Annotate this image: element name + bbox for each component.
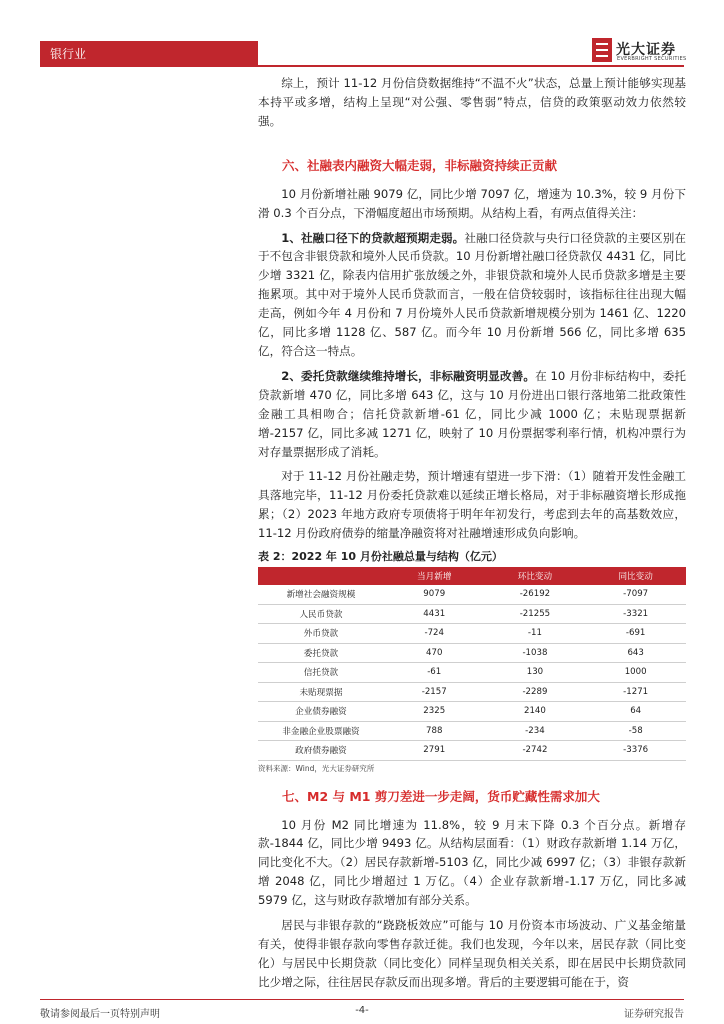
row-label: 企业债券融资 xyxy=(258,702,384,722)
point-1-heading: 1、社融口径下的贷款超预期走弱。 xyxy=(281,230,465,245)
table-row xyxy=(258,702,686,722)
row-label: 人民币贷款 xyxy=(258,604,384,624)
section-7-title: 七、M2 与 M1 剪刀差进一步走阔，货币贮藏性需求加大 xyxy=(282,788,600,804)
cell-monthly: 9079 xyxy=(384,585,485,604)
row-label: 政府债券融资 xyxy=(258,741,384,761)
table-header-blank xyxy=(258,567,384,585)
cell-mom: -2289 xyxy=(485,682,586,702)
cell-yoy: 1000 xyxy=(585,663,686,683)
cell-monthly: 470 xyxy=(384,643,485,663)
point-2-heading: 2、委托贷款继续维持增长，非标融资明显改善。 xyxy=(281,368,536,383)
table-row xyxy=(258,604,686,624)
paragraph-social-financing: 10 月份新增社融 9079 亿，同比少增 7097 亿，增速为 10.3%，较 9 月份下滑 0.3 个百分点，下滑幅度超出市场预期。从结构上看，有两点值得关注： xyxy=(258,186,686,220)
paragraph-seesaw: 居民与非银存款的“跷跷板效应”可能与 10 月份资本市场波动、广义基金缩量有关，使得非银存款向零售存款迁徙。我们也发现，今年以来，居民存款（同比变化）与居民中长期贷款（同比变化）同样呈现负相关关系，即在居民中长期贷款同比少增之际，往往居民存款反而出现多增。背后的主要逻辑可能在于，资 xyxy=(258,918,686,989)
main-content xyxy=(258,74,686,998)
table-title: 表 2：2022 年 10 月份社融总量与结构（亿元） xyxy=(258,550,503,564)
cell-mom: -2742 xyxy=(485,741,586,761)
paragraph-summary: 综上，预计 11-12 月份信贷数据维持“不温不火”状态，总量上预计能够实现基本持平或多增，结构上呈现“对公强、零售弱”特点，信贷的政策驱动效力依然较强。 xyxy=(258,76,686,128)
cell-mom: 2140 xyxy=(485,702,586,722)
row-label: 非金融企业股票融资 xyxy=(258,721,384,741)
cell-yoy: -3376 xyxy=(585,741,686,761)
cell-mom: -1038 xyxy=(485,643,586,663)
row-label: 外币贷款 xyxy=(258,624,384,644)
cell-monthly: 788 xyxy=(384,721,485,741)
row-label: 信托贷款 xyxy=(258,663,384,683)
row-label: 未贴现票据 xyxy=(258,682,384,702)
footer-disclaimer: 敬请参阅最后一页特别声明 xyxy=(40,1009,160,1020)
footer-report-type: 证券研究报告 xyxy=(624,1009,684,1020)
header-tag xyxy=(40,41,258,65)
table-header-yoy: 同比变动 xyxy=(585,567,686,585)
table-row xyxy=(258,741,686,761)
paragraph-point-2 xyxy=(258,367,686,462)
cell-yoy: -1271 xyxy=(585,682,686,702)
cell-monthly: 4431 xyxy=(384,604,485,624)
section-6-title: 六、社融表内融资大幅走弱，非标融资持续正贡献 xyxy=(282,157,558,173)
logo-name-en: EVERBRIGHT SECURITIES xyxy=(617,56,687,62)
cell-yoy: -58 xyxy=(585,721,686,741)
cell-monthly: 2325 xyxy=(384,702,485,722)
table-source: 资料来源：Wind，光大证券研究所 xyxy=(258,763,375,773)
logo-mark-icon xyxy=(592,38,612,62)
cell-monthly: -61 xyxy=(384,663,485,683)
paragraph-m2: 10 月份 M2 同比增速为 11.8%，较 9 月末下降 0.3 个百分点。新增存款-1844 亿，同比少增 9493 亿。从结构层面看：（1）财政存款新增 1.14 万亿，同比变化不大。（2）居民存款新增-5103 亿，同比少减 6997 亿；（3）非银存款新增 2048 亿，同比少增超过 1 万亿。（4）企业存款新增-1.17 万亿，同比多减 5979 亿，这与财政存款增加有部分关系。 xyxy=(258,817,686,908)
footer-divider xyxy=(40,999,684,1000)
paragraph-point-1 xyxy=(258,229,686,361)
industry-label: 银行业 xyxy=(50,47,87,61)
page-number: -4- xyxy=(355,1005,369,1016)
table-row xyxy=(258,624,686,644)
cell-mom: -11 xyxy=(485,624,586,644)
company-logo xyxy=(592,38,692,64)
paragraph-outlook: 对于 11-12 月份社融走势，预计增速有望进一步下滑：（1）随着开发性金融工具落地完毕，11-12 月份委托贷款难以延续正增长格局，对于非标融资增长形成拖累；（2）2023 年地方政府专项债将于明年年初发行，考虑到去年的高基数效应，11-12 月份政府债券的缩量净融资将对社融增速形成负向影响。 xyxy=(258,469,686,541)
cell-monthly: 2791 xyxy=(384,741,485,761)
table-row xyxy=(258,643,686,663)
cell-yoy: 64 xyxy=(585,702,686,722)
cell-mom: -234 xyxy=(485,721,586,741)
social-financing-table xyxy=(258,567,686,761)
point-1-body: 社融口径贷款与央行口径贷款的主要区别在于不包含非银贷款和境外人民币贷款。10 月份新增社融口径贷款仅 4431 亿，同比少增 3321 亿，除表内信用扩张放缓之外，非银贷款和境外人民币贷款多增是主要拖累项。其中对于境外人民币贷款而言，一般在信贷较弱时，该指标往往出现大幅走高，例如今年 4 月份和 7 月份境外人民币贷款新增规模分别为 1461 亿、1220 亿，同比多增 1128 亿、587 亿。而今年 10 月份新增 566 亿，同比多增 635 亿，符合这一特点。 xyxy=(258,230,686,358)
cell-yoy: -7097 xyxy=(585,585,686,604)
cell-yoy: -3321 xyxy=(585,604,686,624)
table-row xyxy=(258,585,686,604)
header-divider xyxy=(40,65,684,67)
logo-name-cn: 光大证券 xyxy=(616,42,676,58)
cell-monthly: -724 xyxy=(384,624,485,644)
table-row xyxy=(258,721,686,741)
table-header-monthly: 当月新增 xyxy=(384,567,485,585)
cell-monthly: -2157 xyxy=(384,682,485,702)
table-row xyxy=(258,682,686,702)
cell-yoy: -691 xyxy=(585,624,686,644)
table-header-mom: 环比变动 xyxy=(485,567,586,585)
row-label: 新增社会融资规模 xyxy=(258,585,384,604)
cell-mom: -26192 xyxy=(485,585,586,604)
point-2-body: 在 10 月份非标结构中，委托贷款新增 470 亿，同比多增 643 亿，这与 10 月份进出口银行落地第二批政策性金融工具相吻合；信托贷款新增-61 亿，同比少减 1000 亿；未贴现票据新增-2157 亿，同比多减 1271 亿，映射了 10 月份票据零利率行情，机构冲票行为对存量票据形成了消耗。 xyxy=(258,368,686,459)
cell-yoy: 643 xyxy=(585,643,686,663)
cell-mom: -21255 xyxy=(485,604,586,624)
cell-mom: 130 xyxy=(485,663,586,683)
row-label: 委托贷款 xyxy=(258,643,384,663)
table-row xyxy=(258,663,686,683)
